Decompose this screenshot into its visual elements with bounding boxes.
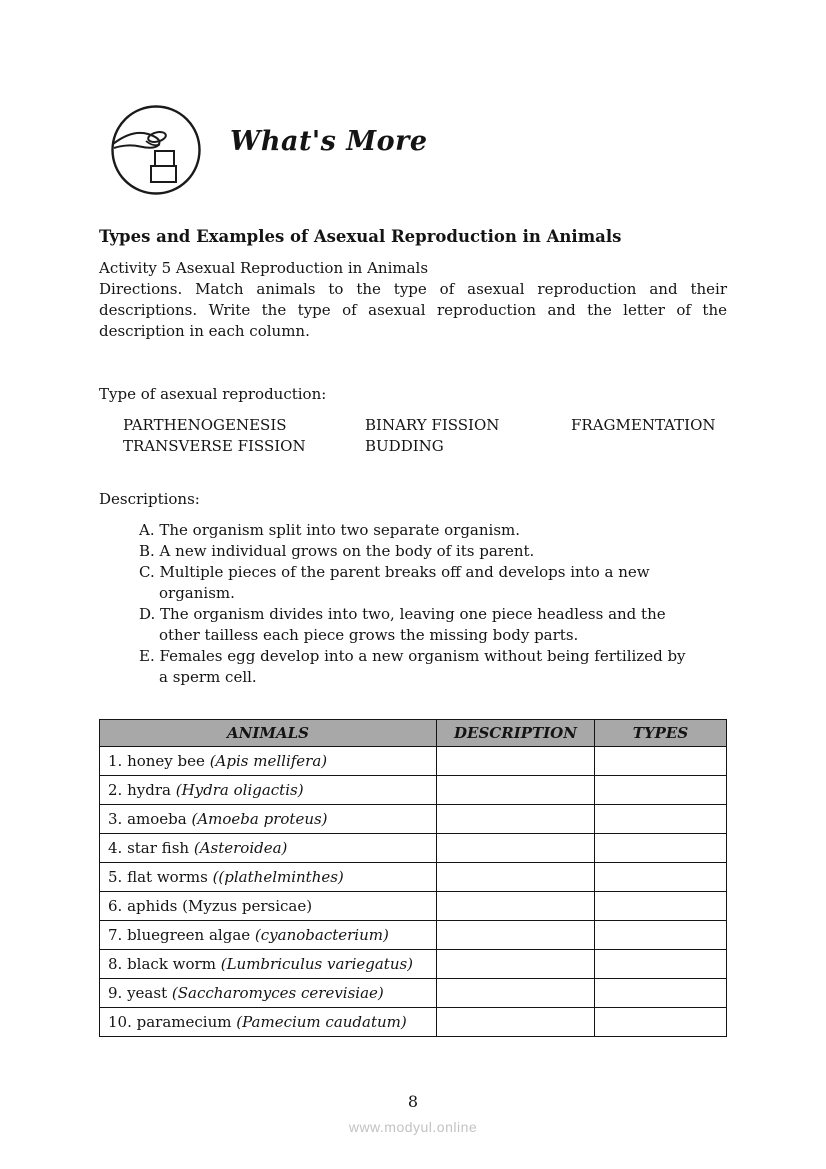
table-row — [100, 921, 727, 950]
types-cell — [595, 747, 727, 776]
table-row — [100, 979, 727, 1008]
description-item-a: A. The organism split into two separate organism. — [139, 521, 521, 539]
types-cell — [595, 892, 727, 921]
description-cell — [437, 747, 595, 776]
table-row — [100, 1008, 727, 1037]
type-item-transverse-fission: TRANSVERSE FISSION — [123, 437, 306, 455]
column-header-types: TYPES — [595, 720, 727, 747]
table-row — [100, 747, 727, 776]
section-title: What's More — [230, 125, 428, 157]
types-label: Type of asexual reproduction: — [99, 385, 327, 403]
description-item-e: E. Females egg develop into a new organism without being fertilized by a sperm cell. — [139, 647, 686, 686]
whats-more-banner — [0, 0, 826, 196]
animal-scientific-name: (Amoeba proteus) — [191, 810, 328, 828]
animal-cell — [100, 979, 437, 1008]
column-header-animals: ANIMALS — [100, 720, 437, 747]
type-item-binary-fission: BINARY FISSION — [365, 416, 500, 434]
whats-more-icon — [110, 104, 202, 196]
animal-cell — [100, 921, 437, 950]
types-list — [99, 415, 727, 457]
description-item-c: C. Multiple pieces of the parent breaks off and develops into a new organism. — [139, 563, 650, 602]
animal-cell — [100, 776, 437, 805]
animal-cell — [100, 950, 437, 979]
animal-scientific-name: (Apis mellifera) — [209, 752, 328, 770]
activity-heading: Types and Examples of Asexual Reproduction in Animals — [99, 227, 622, 246]
animal-scientific-name: (Pamecium caudatum) — [236, 1013, 407, 1031]
animal-name: 9. yeast — [108, 984, 168, 1002]
animal-name: 7. bluegreen algae — [108, 926, 251, 944]
animal-scientific-name: ((plathelminthes) — [212, 868, 344, 886]
animal-scientific-name: (Asteroidea) — [193, 839, 288, 857]
types-cell — [595, 921, 727, 950]
types-cell — [595, 834, 727, 863]
animal-name: 5. flat worms — [108, 868, 208, 886]
descriptions-list — [99, 520, 699, 688]
table-row — [100, 805, 727, 834]
description-cell — [437, 950, 595, 979]
descriptions-label: Descriptions: — [99, 490, 200, 508]
types-cell — [595, 950, 727, 979]
table-header-row — [100, 720, 727, 747]
watermark: www.modyul.online — [348, 1119, 478, 1135]
animal-cell — [100, 834, 437, 863]
column-header-description: DESCRIPTION — [437, 720, 595, 747]
type-item-empty — [571, 436, 727, 457]
table-row — [100, 776, 727, 805]
page-number: 8 — [407, 1092, 419, 1111]
animal-name: 10. paramecium — [108, 1013, 232, 1031]
animal-scientific-name: (Saccharomyces cerevisiae) — [171, 984, 384, 1002]
description-cell — [437, 892, 595, 921]
types-cell — [595, 805, 727, 834]
page-content — [0, 227, 826, 1037]
description-cell — [437, 805, 595, 834]
description-cell — [437, 979, 595, 1008]
animal-cell — [100, 892, 437, 921]
table-row — [100, 834, 727, 863]
animal-name: 1. honey bee — [108, 752, 205, 770]
animal-cell — [100, 863, 437, 892]
description-cell — [437, 776, 595, 805]
animal-cell — [100, 747, 437, 776]
types-cell — [595, 979, 727, 1008]
table-row — [100, 892, 727, 921]
types-cell — [595, 863, 727, 892]
description-cell — [437, 1008, 595, 1037]
animal-name: 4. star fish — [108, 839, 190, 857]
animal-name: 3. amoeba — [108, 810, 187, 828]
animal-name: 2. hydra — [108, 781, 171, 799]
type-item-fragmentation: FRAGMENTATION — [571, 416, 716, 434]
animal-scientific-name: (Hydra oligactis) — [175, 781, 304, 799]
animal-name: 6. aphids (Myzus persicae) — [108, 897, 313, 915]
table-row — [100, 863, 727, 892]
animal-scientific-name: (cyanobacterium) — [254, 926, 389, 944]
animal-name: 8. black worm — [108, 955, 216, 973]
animal-cell — [100, 805, 437, 834]
description-cell — [437, 863, 595, 892]
matching-table — [99, 719, 727, 1037]
directions-paragraph: Directions. Match animals to the type of asexual reproduction and their descriptions. Write the type of asexual reproduction and the letter of the description in each column. — [99, 280, 727, 340]
type-item-parthenogenesis: PARTHENOGENESIS — [123, 416, 287, 434]
types-cell — [595, 776, 727, 805]
description-cell — [437, 921, 595, 950]
description-cell — [437, 834, 595, 863]
table-row — [100, 950, 727, 979]
types-cell — [595, 1008, 727, 1037]
type-item-budding: BUDDING — [365, 437, 444, 455]
description-item-b: B. A new individual grows on the body of its parent. — [139, 542, 535, 560]
animal-scientific-name: (Lumbriculus variegatus) — [220, 955, 414, 973]
activity-line: Activity 5 Asexual Reproduction in Animals — [99, 259, 429, 277]
description-item-d: D. The organism divides into two, leaving one piece headless and the other tailless each piece grows the missing body parts. — [139, 605, 666, 644]
animal-cell — [100, 1008, 437, 1037]
